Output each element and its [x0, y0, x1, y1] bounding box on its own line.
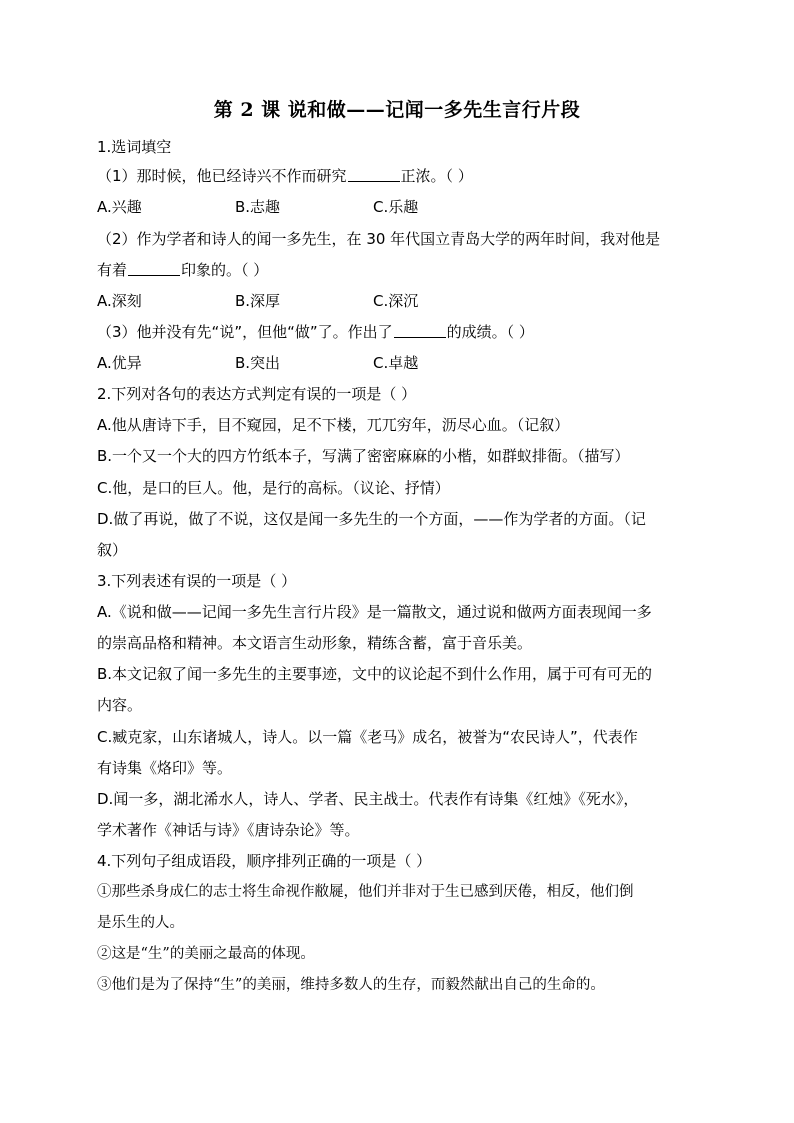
option-a: A.深刻: [97, 292, 142, 310]
option-a: A.兴趣: [97, 198, 142, 216]
q3-option-c-line-1: C.臧克家，山东诸城人，诗人。以一篇《老马》成名，被誉为“农民诗人”，代表作: [97, 728, 638, 746]
answer-blank[interactable]: [348, 166, 400, 182]
answer-blank[interactable]: [394, 322, 446, 338]
answer-blank[interactable]: [128, 260, 180, 276]
q4-sentence-3: ③他们是为了保持“生”的美丽，维持多数人的生存，而毅然献出自己的生命的。: [97, 977, 605, 993]
option-c: C.乐趣: [373, 198, 419, 216]
q2-option-d-line-2: 叙）: [97, 541, 128, 559]
q2-option-b: B.一个又一个大的四方竹纸本子，写满了密密麻麻的小楷，如群蚁排衙。（描写）: [97, 447, 630, 465]
q1-s2-text-before: 有着: [97, 261, 128, 279]
option-b: B.突出: [235, 354, 281, 372]
q3-heading: 3.下列表述有误的一项是（ ）: [97, 572, 297, 590]
q1-sentence-2-line-2: [97, 260, 697, 280]
option-b: B.深厚: [235, 292, 281, 310]
option-c: C.卓越: [373, 354, 419, 372]
q3-option-a-line-2: 的崇高品格和精神。本文语言生动形象，精练含蓄，富于音乐美。: [97, 634, 533, 652]
q3-option-b-line-1: B.本文记叙了闻一多先生的主要事迹，文中的议论起不到什么作用，属于可有可无的: [97, 665, 653, 683]
q3-option-c-line-2: 有诗集《烙印》等。: [97, 759, 233, 777]
q3-option-a-line-1: A.《说和做——记闻一多先生言行片段》是一篇散文，通过说和做两方面表现闻一多: [97, 603, 652, 621]
q1-s1-text-after: 正浓。（ ）: [400, 167, 473, 185]
q1-sentence-1: [97, 166, 697, 186]
q4-heading: 4.下列句子组成语段，顺序排列正确的一项是（ ）: [97, 852, 432, 870]
option-a: A.优异: [97, 354, 142, 372]
option-b: B.志趣: [235, 198, 281, 216]
q2-heading: 2.下列对各句的表达方式判定有误的一项是（ ）: [97, 385, 417, 403]
q1-s3-text-before: （3）他并没有先“说”，但他“做”了。作出了: [97, 323, 393, 341]
q3-option-d-line-2: 学术著作《神话与诗》《唐诗杂论》等。: [97, 821, 360, 839]
q1-s3-text-after: 的成绩。（ ）: [446, 323, 534, 341]
q2-option-a: A.他从唐诗下手，目不窥园，足不下楼，兀兀穷年，沥尽心血。（记叙）: [97, 416, 570, 434]
q2-option-d-line-1: D.做了再说，做了不说，这仅是闻一多先生的一个方面，——作为学者的方面。（记: [97, 510, 646, 528]
q2-option-c: C.他，是口的巨人。他，是行的高标。（议论、抒情）: [97, 479, 450, 497]
q3-option-b-line-2: 内容。: [97, 696, 143, 714]
q4-sentence-2: ②这是“生”的美丽之最高的体现。: [97, 946, 315, 962]
q1-heading: 1.选词填空: [97, 138, 172, 156]
option-c: C.深沉: [373, 292, 419, 310]
q1-s1-text-before: （1）那时候，他已经诗兴不作而研究: [97, 167, 347, 185]
q3-option-d-line-1: D.闻一多，湖北浠水人，诗人、学者、民主战士。代表作有诗集《红烛》《死水》，: [97, 790, 639, 808]
q4-sentence-1-line-1: ①那些杀身成仁的志士将生命视作敝屣，他们并非对于生已感到厌倦，相反，他们倒: [97, 884, 634, 900]
q1-s2-text-after: 印象的。（ ）: [181, 261, 269, 279]
page-title: 第 2 课 说和做——记闻一多先生言行片段: [213, 99, 581, 121]
q1-sentence-2-line-1: （2）作为学者和诗人的闻一多先生，在 30 年代国立青岛大学的两年时间，我对他是: [97, 230, 661, 248]
q4-sentence-1-line-2: 是乐生的人。: [97, 915, 184, 931]
q1-sentence-3: [97, 322, 697, 342]
